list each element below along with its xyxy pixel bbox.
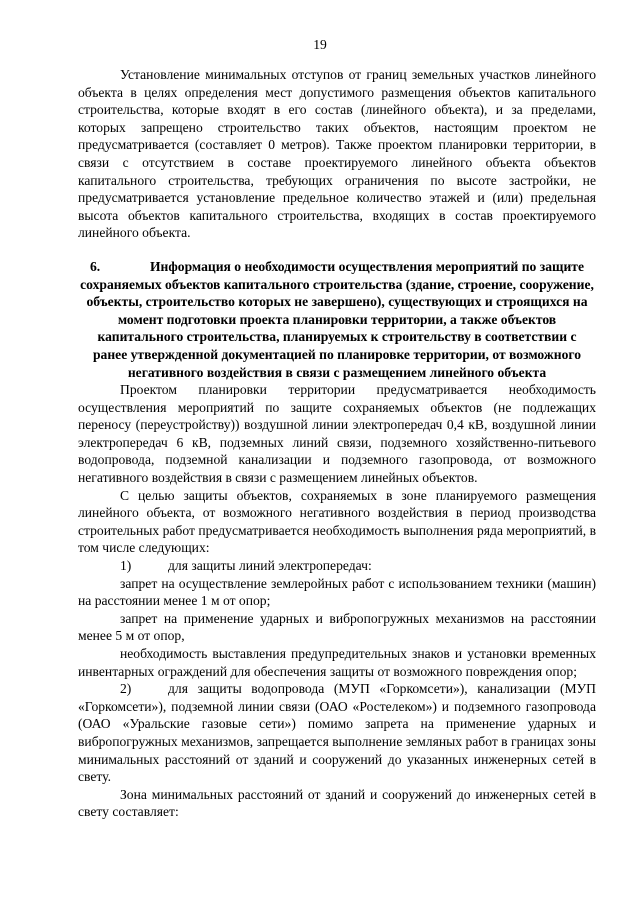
page-content — [78, 66, 596, 821]
paragraph-vibration-ban: запрет на применение ударных и вибропогружных механизмов на расстоянии менее 5 м от опор, — [78, 610, 596, 644]
section-title-rest: сохраняемых объектов капитального строительства (здание, строение, сооружение, объекты, строительство которых не завершено), существующих и строящихся на момент подготовки проекта планировки территории, а также объектов капитального строительства, планируемых к строительству в соответствии с ранее утвержденной документацией по планировке территории, от возможного негативного воздействия в связи с размещением линейного объекта — [80, 276, 594, 380]
list-item-1-text: для защиты линий электропередач: — [168, 558, 372, 574]
paragraph-protection-goal: С целью защиты объектов, сохраняемых в зоне планируемого размещения линейного объекта, от возможного негативного воздействия в период производства строительных работ предусматривается необходимость выполнения ряда мероприятий, в том числе следующих: — [78, 487, 596, 556]
paragraph-min-distance-zone: Зона минимальных расстояний от зданий и сооружений до инженерных сетей в свету составляет: — [78, 786, 596, 820]
list-item-2 — [78, 680, 596, 786]
spacer — [78, 242, 596, 258]
section-title-line1: Информация о необходимости осуществления мероприятий по защите — [149, 258, 585, 274]
list-item-2-number: 2) — [120, 681, 132, 697]
section-heading — [78, 258, 596, 381]
section-number: 6. — [89, 258, 101, 274]
paragraph-earthwork-ban: запрет на осуществление землеройных работ с использованием техники (машин) на расстоянии менее 1 м от опор; — [78, 575, 596, 609]
paragraph-measures-necessity: Проектом планировки территории предусматривается необходимость осуществления мероприятий по защите сохраняемых объектов (не подлежащих переносу (переустройству)) воздушной линии электропередач 0,4 кВ, воздушной линии электропередач 6 кВ, подземных линий связи, подземного хозяйственно-питьевого водопровода, подземной канализации и подземного газопровода, от возможного негативного воздействия в связи с размещением линейных объектов. — [78, 382, 596, 486]
paragraph-warning-signs: необходимость выставления предупредительных знаков и установки временных инвентарных ограждений для обеспечения защиты от возможного повреждения опор; — [78, 646, 596, 679]
intro-paragraph: Установление минимальных отступов от границ земельных участков линейного объекта в целях определения мест допустимого размещения объектов капитального строительства, которые входят в его состав (линейного объекта), и за пределами, которых запрещено строительство таких объектов, настоящим проектом не предусматривается (составляет 0 метров). Также проектом планировки территории, в связи с отсутствием в составе проектируемого линейного объекта объектов капитального строительства, требующих ограничения по высоте застройки, не предусматривается установление предельное количество этажей и (или) предельная высота объектов капитального строительства, входящих в состав проектируемого линейного объекта. — [78, 67, 596, 241]
list-item-1 — [78, 557, 596, 575]
list-item-2-text: для защиты водопровода (МУП «Горкомсети»), канализации (МУП «Горкомсети»), подземной линии связи (ОАО «Ростелеком») и подземного газопровода (ОАО «Уральские газовые сети») помимо запрета на применение ударных и вибропогружных механизмов, запрещается выполнение земляных работ в границах зоны минимальных расстояний от зданий и сооружений до указанных инженерных сетей в свету. — [78, 681, 596, 785]
page-number: 19 — [313, 37, 327, 52]
list-item-1-number: 1) — [120, 558, 132, 574]
section-heading-first-line — [78, 258, 596, 276]
